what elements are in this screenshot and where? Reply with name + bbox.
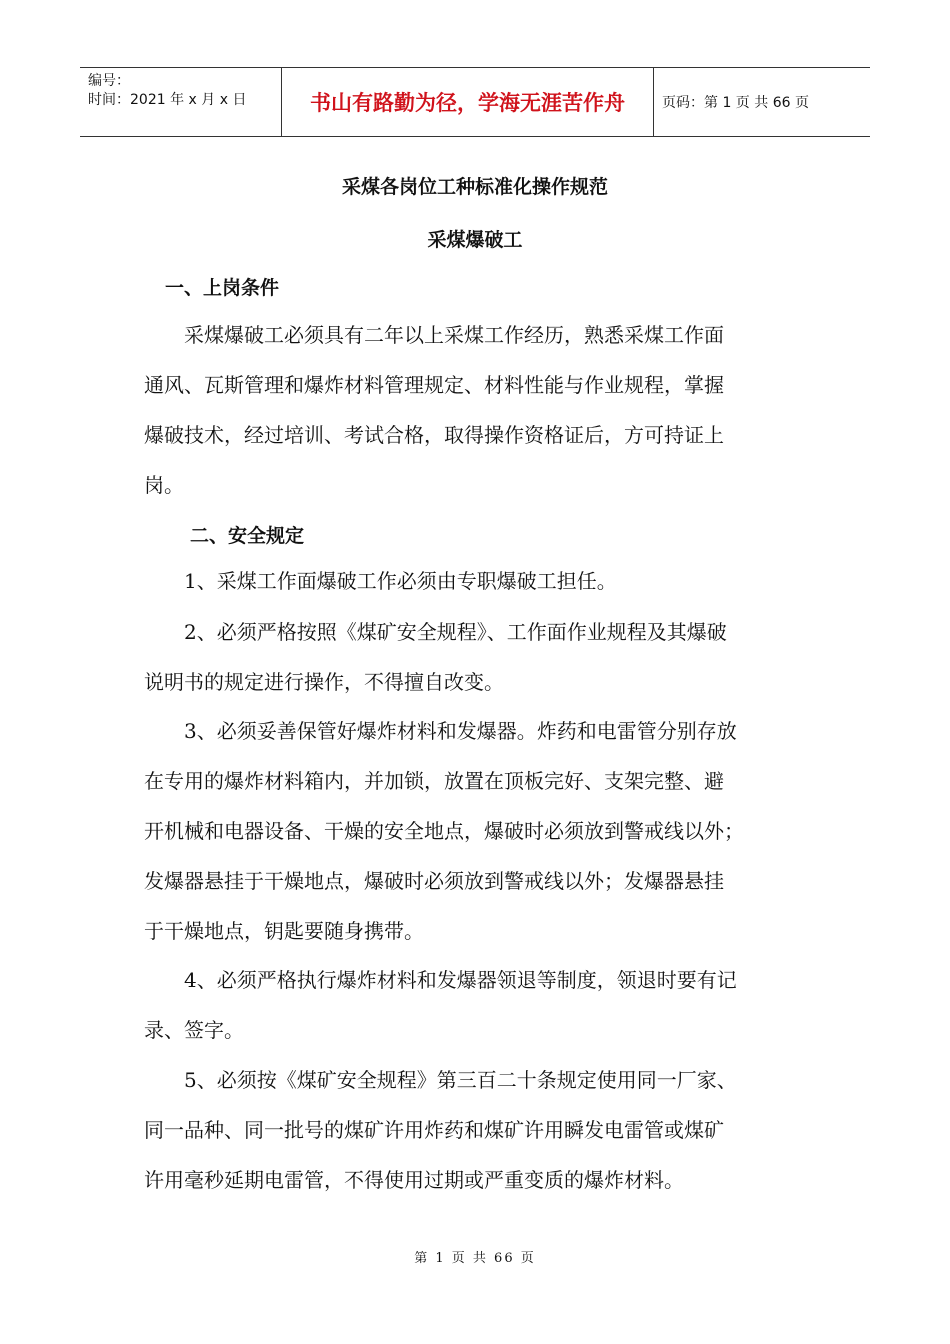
section-heading-1: 一、上岗条件 bbox=[165, 277, 280, 299]
header-table bbox=[80, 67, 870, 137]
text-line: 于干燥地点，钥匙要随身携带。 bbox=[144, 919, 424, 943]
text-line: 同一品种、同一批号的煤矿许用炸药和煤矿许用瞬发电雷管或煤矿 bbox=[144, 1118, 724, 1142]
paragraph-qualification bbox=[144, 310, 824, 510]
header-page-info: 页码：第 1 页 共 66 页 bbox=[662, 95, 809, 111]
doc-time-label: 时间：2021 年 x 月 x 日 bbox=[88, 92, 247, 108]
header-meta-cell bbox=[80, 68, 282, 136]
text-line: 1、采煤工作面爆破工作必须由专职爆破工担任。 bbox=[184, 569, 617, 593]
text-line: 通风、瓦斯管理和爆炸材料管理规定、材料性能与作业规程，掌握 bbox=[144, 373, 724, 397]
document-title: 采煤各岗位工种标准化操作规范 bbox=[341, 176, 608, 198]
header-motto: 书山有路勤为径，学海无涯苦作舟 bbox=[282, 68, 654, 136]
page-footer: 第 1 页 共 66 页 bbox=[414, 1251, 536, 1266]
rule-5 bbox=[144, 1055, 824, 1205]
text-line: 开机械和电器设备、干燥的安全地点，爆破时必须放到警戒线以外； bbox=[144, 819, 744, 843]
doc-number-label: 编号： bbox=[88, 73, 130, 89]
text-line: 在专用的爆炸材料箱内，并加锁，放置在顶板完好、支架完整、避 bbox=[144, 769, 724, 793]
text-line: 爆破技术，经过培训、考试合格，取得操作资格证后，方可持证上 bbox=[144, 423, 724, 447]
text-line: 3、必须妥善保管好爆炸材料和发爆器。炸药和电雷管分别存放 bbox=[184, 719, 737, 743]
text-line: 录、签字。 bbox=[144, 1018, 244, 1042]
text-line: 2、必须严格按照《煤矿安全规程》、工作面作业规程及其爆破 bbox=[184, 620, 727, 644]
text-line: 说明书的规定进行操作，不得擅自改变。 bbox=[144, 670, 504, 694]
rule-1 bbox=[144, 556, 824, 606]
text-line: 岗。 bbox=[144, 473, 184, 497]
section-heading-2: 二、安全规定 bbox=[190, 525, 305, 547]
text-line: 4、必须严格执行爆炸材料和发爆器领退等制度，领退时要有记 bbox=[184, 968, 737, 992]
text-line: 许用毫秒延期电雷管，不得使用过期或严重变质的爆炸材料。 bbox=[144, 1168, 684, 1192]
text-line: 采煤爆破工必须具有二年以上采煤工作经历，熟悉采煤工作面 bbox=[184, 323, 724, 347]
text-line: 发爆器悬挂于干燥地点，爆破时必须放到警戒线以外；发爆器悬挂 bbox=[144, 869, 724, 893]
text-line: 5、必须按《煤矿安全规程》第三百二十条规定使用同一厂家、 bbox=[184, 1068, 737, 1092]
rule-2 bbox=[144, 607, 824, 707]
document-subtitle: 采煤爆破工 bbox=[427, 229, 523, 251]
rule-3 bbox=[144, 706, 824, 956]
rule-4 bbox=[144, 955, 824, 1055]
